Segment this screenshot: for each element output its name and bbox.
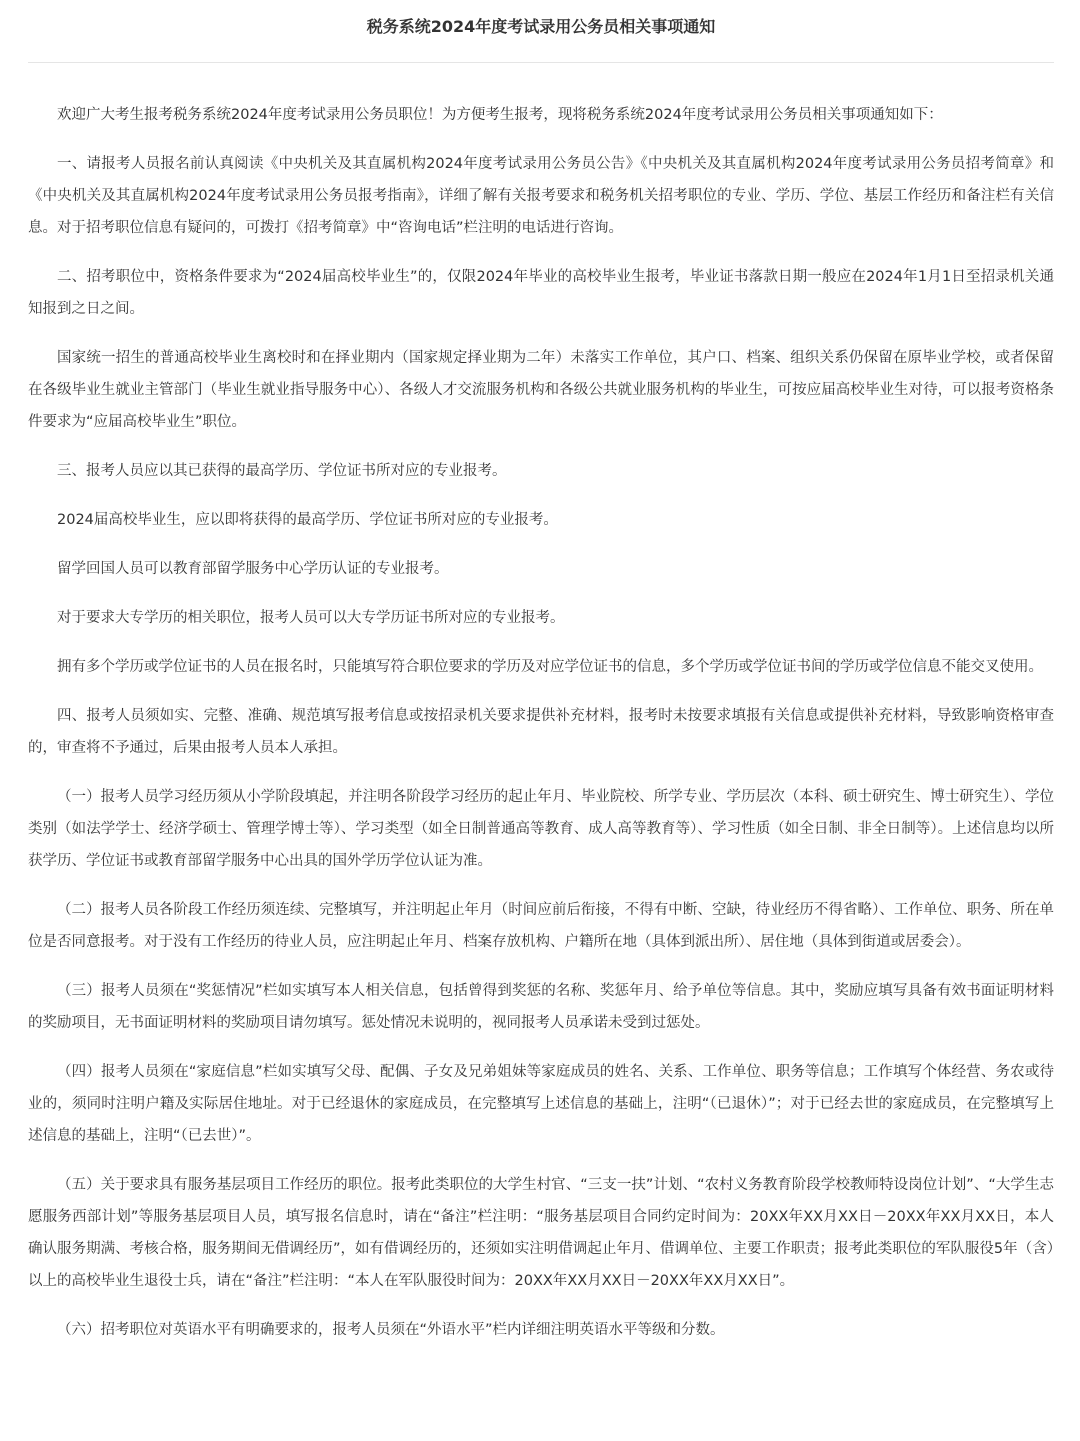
paragraph-multiple-degrees: 拥有多个学历或学位证书的人员在报名时，只能填写符合职位要求的学历及对应学位证书的信息，多个学历或学位证书间的学历或学位信息不能交叉使用。 [57, 659, 1043, 675]
paragraph-junior-college: 对于要求大专学历的相关职位，报考人员可以大专学历证书所对应的专业报考。 [57, 610, 565, 626]
notice-body [28, 63, 1054, 1346]
paragraph-sub-6-english: （六）招考职位对英语水平有明确要求的，报考人员须在“外语水平”栏内详细注明英语水平等级和分数。 [57, 1322, 725, 1338]
paragraph-sub-4-family: （四）报考人员须在“家庭信息”栏如实填写父母、配偶、子女及兄弟姐妹等家庭成员的姓名、关系、工作单位、职务等信息；工作填写个体经营、务农或待业的，须同时注明户籍及实际居住地址。对于已经退休的家庭成员，在完整填写上述信息的基础上，注明“（已退休）”；对于已经去世的家庭成员，在完整填写上述信息的基础上，注明“（已去世）”。 [28, 1064, 1054, 1144]
paragraph-sub-1-education: （一）报考人员学习经历须从小学阶段填起，并注明各阶段学习经历的起止年月、毕业院校、所学专业、学历层次（本科、硕士研究生、博士研究生）、学位类别（如法学学士、经济学硕士、管理学博士等）、学习类型（如全日制普通高等教育、成人高等教育等）、学习性质（如全日制、非全日制等）。上述信息均以所获学历、学位证书或教育部留学服务中心出具的国外学历学位认证为准。 [28, 789, 1054, 869]
paragraph-item-3: 三、报考人员应以其已获得的最高学历、学位证书所对应的专业报考。 [57, 463, 507, 479]
paragraph-sub-5-grassroots: （五）关于要求具有服务基层项目工作经历的职位。报考此类职位的大学生村官、“三支一扶”计划、“农村义务教育阶段学校教师特设岗位计划”、“大学生志愿服务西部计划”等服务基层项目人员，填写报名信息时，请在“备注”栏注明：“服务基层项目合同约定时间为：20XX年XX月XX日－20XX年XX月XX日，本人确认服务期满、考核合格，服务期间无借调经历”，如有借调经历的，还须如实注明借调起止年月、借调单位、主要工作职责；报考此类职位的军队服役5年（含）以上的高校毕业生退役士兵，请在“备注”栏注明：“本人在军队服役时间为：20XX年XX月XX日－20XX年XX月XX日”。 [28, 1177, 1054, 1289]
page-title: 税务系统2024年度考试录用公务员相关事项通知 [366, 17, 716, 36]
paragraph-item-4: 四、报考人员须如实、完整、准确、规范填写报考信息或按招录机关要求提供补充材料，报考时未按要求填报有关信息或提供补充材料，导致影响资格审查的，审查将不予通过，后果由报考人员本人承担。 [28, 708, 1054, 756]
paragraph-item-1: 一、请报考人员报名前认真阅读《中央机关及其直属机构2024年度考试录用公务员公告》《中央机关及其直属机构2024年度考试录用公务员招考简章》和《中央机关及其直属机构2024年度考试录用公务员报考指南》，详细了解有关报考要求和税务机关招考职位的专业、学历、学位、基层工作经历和备注栏有关信息。对于招考职位信息有疑问的，可拨打《招考简章》中“咨询电话”栏注明的电话进行咨询。 [28, 156, 1054, 236]
paragraph-sub-3-rewards: （三）报考人员须在“奖惩情况”栏如实填写本人相关信息，包括曾得到奖惩的名称、奖惩年月、给予单位等信息。其中，奖励应填写具备有效书面证明材料的奖励项目，无书面证明材料的奖励项目请勿填写。惩处情况未说明的，视同报考人员承诺未受到过惩处。 [28, 983, 1054, 1031]
paragraph-graduate-definition: 国家统一招生的普通高校毕业生离校时和在择业期内（国家规定择业期为二年）未落实工作单位，其户口、档案、组织关系仍保留在原毕业学校，或者保留在各级毕业生就业主管部门（毕业生就业指导服务中心）、各级人才交流服务机构和各级公共就业服务机构的毕业生，可按应届高校毕业生对待，可以报考资格条件要求为“应届高校毕业生”职位。 [28, 350, 1054, 430]
paragraph-overseas-returnees: 留学回国人员可以教育部留学服务中心学历认证的专业报考。 [57, 561, 449, 577]
paragraph-sub-2-work: （二）报考人员各阶段工作经历须连续、完整填写，并注明起止年月（时间应前后衔接，不得有中断、空缺，待业经历不得省略）、工作单位、职务、所在单位是否同意报考。对于没有工作经历的待业人员，应注明起止年月、档案存放机构、户籍所在地（具体到派出所）、居住地（具体到街道或居委会）。 [28, 902, 1054, 950]
paragraph-intro: 欢迎广大考生报考税务系统2024年度考试录用公务员职位！为方便考生报考，现将税务系统2024年度考试录用公务员相关事项通知如下： [57, 107, 943, 123]
paragraph-2024-graduates: 2024届高校毕业生，应以即将获得的最高学历、学位证书所对应的专业报考。 [57, 512, 558, 528]
paragraph-item-2: 二、招考职位中，资格条件要求为“2024届高校毕业生”的，仅限2024年毕业的高校毕业生报考，毕业证书落款日期一般应在2024年1月1日至招录机关通知报到之日之间。 [28, 269, 1054, 317]
